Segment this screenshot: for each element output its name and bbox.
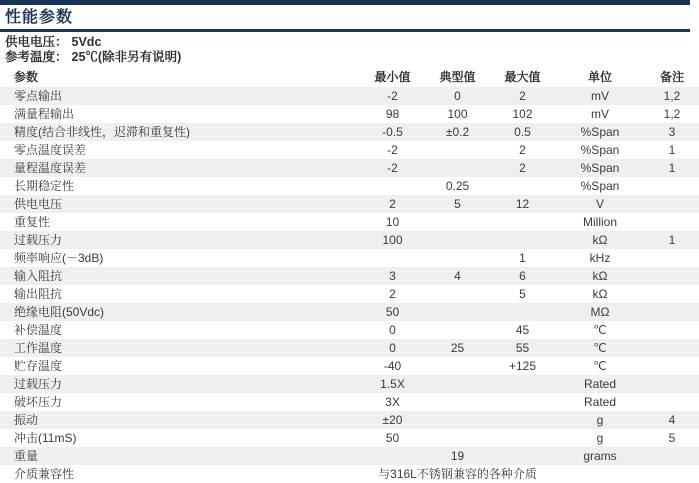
table-row	[0, 141, 699, 159]
cell-param: 破坏压力	[14, 395, 63, 409]
cell-note: 1	[668, 233, 676, 247]
cell-note	[645, 465, 699, 483]
table-row	[0, 123, 699, 141]
cell-note	[645, 285, 699, 303]
cell-note	[645, 267, 699, 285]
supply-voltage-value: 5Vdc	[71, 35, 102, 49]
table-row	[0, 177, 699, 195]
cell-param: 长期稳定性	[14, 179, 75, 193]
cell-max	[490, 213, 555, 231]
header-param: 参数	[14, 70, 39, 84]
cell-note: 5	[668, 431, 676, 445]
cell-param: 供电电压	[14, 197, 63, 211]
cell-note: 4	[668, 413, 676, 427]
table-row	[0, 321, 699, 339]
cell-max: 5	[519, 287, 526, 301]
cell-typ: 0	[454, 89, 461, 103]
cell-min: 2	[389, 287, 396, 301]
cell-min: 98	[385, 107, 400, 121]
cell-max	[490, 177, 555, 195]
cell-unit: %Span	[580, 179, 620, 193]
cell-note	[645, 447, 699, 465]
reference-temp-line	[0, 50, 699, 65]
table-row	[0, 231, 699, 249]
cell-unit: kΩ	[592, 287, 608, 301]
cell-max	[490, 447, 555, 465]
cell-min: 10	[385, 215, 400, 229]
cell-unit: ℃	[593, 323, 607, 337]
cell-unit: Rated	[583, 395, 617, 409]
cell-typ	[425, 159, 490, 177]
cell-max: 1	[519, 251, 526, 265]
cell-note	[645, 393, 699, 411]
cell-param: 输出阻抗	[14, 287, 63, 301]
cell-typ	[425, 393, 490, 411]
cell-max	[490, 393, 555, 411]
cell-note	[645, 213, 699, 231]
cell-unit: Rated	[583, 377, 617, 391]
cell-min: 50	[385, 305, 400, 319]
cell-typ: 19	[450, 449, 465, 463]
supply-voltage-label: 供电电压：	[5, 35, 68, 49]
cell-max: 2	[519, 143, 526, 157]
cell-typ: 0.25	[445, 179, 470, 193]
cell-max	[490, 231, 555, 249]
cell-max: 2	[519, 161, 526, 175]
cell-note: 1	[668, 143, 676, 157]
table-row	[0, 159, 699, 177]
cell-typ	[425, 213, 490, 231]
cell-min	[360, 249, 425, 267]
table-row	[0, 105, 699, 123]
supply-voltage-line	[0, 35, 699, 50]
cell-typ	[425, 429, 490, 447]
cell-max: 0.5	[514, 125, 531, 139]
table-row	[0, 375, 699, 393]
cell-typ: 4	[454, 269, 461, 283]
table-row	[0, 357, 699, 375]
cell-param: 频率响应(－3dB)	[14, 251, 104, 265]
cell-max: 6	[519, 269, 526, 283]
cell-note	[645, 339, 699, 357]
cell-min: ±20	[382, 413, 403, 427]
cell-note	[645, 195, 699, 213]
cell-min: -40	[383, 359, 402, 373]
cell-param: 精度(结合非线性，迟滞和重复性)	[14, 125, 190, 139]
table-row	[0, 285, 699, 303]
cell-note	[645, 375, 699, 393]
cell-unit	[555, 465, 645, 483]
cell-typ	[425, 249, 490, 267]
cell-typ	[425, 321, 490, 339]
cell-min: 1.5X	[380, 377, 405, 391]
table-row	[0, 249, 699, 267]
cell-max: 55	[515, 341, 530, 355]
cell-note	[645, 321, 699, 339]
cell-param: 输入阻抗	[14, 269, 63, 283]
cell-unit: kΩ	[592, 233, 608, 247]
cell-note: 1	[668, 161, 676, 175]
cell-param: 补偿温度	[14, 323, 63, 337]
cell-unit: MΩ	[590, 305, 610, 319]
cell-unit: ℃	[593, 341, 607, 355]
cell-unit: mV	[591, 89, 609, 103]
cell-param: 绝缘电阻(50Vdc)	[14, 305, 105, 319]
header-unit: 单位	[587, 70, 612, 84]
cell-note	[645, 303, 699, 321]
header-min: 最小值	[374, 70, 411, 84]
cell-typ	[425, 285, 490, 303]
title-underline	[0, 29, 690, 32]
cell-note	[645, 177, 699, 195]
table-row	[0, 447, 699, 465]
cell-min	[360, 177, 425, 195]
cell-param: 量程温度误差	[14, 161, 87, 175]
table-row	[0, 393, 699, 411]
spec-table-body	[0, 87, 699, 483]
table-row	[0, 429, 699, 447]
cell-param: 介质兼容性	[14, 467, 75, 481]
cell-unit: ℃	[593, 359, 607, 373]
cell-min: -2	[387, 161, 398, 175]
cell-note: 1,2	[663, 107, 681, 121]
cell-param: 工作温度	[14, 341, 63, 355]
cell-min: -2	[387, 89, 398, 103]
table-row	[0, 465, 699, 483]
cell-param: 过载压力	[14, 233, 63, 247]
cell-typ: 5	[454, 197, 461, 211]
cell-unit: Million	[582, 215, 617, 229]
cell-span-value: 与316L不锈钢兼容的各种介质	[378, 467, 537, 481]
cell-min: 100	[382, 233, 403, 247]
cell-unit: kΩ	[592, 269, 608, 283]
cell-min: 3X	[385, 395, 400, 409]
cell-max: +125	[508, 359, 537, 373]
cell-unit: %Span	[580, 161, 620, 175]
cell-unit: V	[595, 197, 604, 211]
table-row	[0, 339, 699, 357]
cell-note	[645, 357, 699, 375]
cell-param: 冲击(11mS)	[14, 431, 77, 445]
cell-typ: ±0.2	[445, 125, 470, 139]
cell-param: 贮存温度	[14, 359, 63, 373]
cell-max	[490, 375, 555, 393]
reference-temp-value: 25℃(除非另有说明)	[71, 50, 182, 64]
cell-min: -2	[387, 143, 398, 157]
header-max: 最大值	[504, 70, 541, 84]
cell-typ	[425, 303, 490, 321]
cell-param: 重复性	[14, 215, 51, 229]
cell-unit: g	[596, 431, 604, 445]
header-note: 备注	[659, 70, 684, 84]
cell-note: 3	[668, 125, 676, 139]
cell-unit: grams	[583, 449, 617, 463]
cell-typ	[425, 231, 490, 249]
cell-param: 重量	[14, 449, 39, 463]
cell-max	[490, 411, 555, 429]
cell-min: 2	[389, 197, 396, 211]
cell-min: 0	[389, 323, 396, 337]
cell-param: 零点温度误差	[14, 143, 87, 157]
cell-max: 2	[519, 89, 526, 103]
cell-min: -0.5	[382, 125, 403, 139]
cell-typ: 25	[450, 341, 465, 355]
cell-min: 0	[389, 341, 396, 355]
cell-param: 零点输出	[14, 89, 63, 103]
page-title: 性能参数	[5, 9, 74, 26]
cell-unit: kHz	[589, 251, 611, 265]
cell-typ	[425, 357, 490, 375]
cell-param: 振动	[14, 413, 39, 427]
cell-unit: mV	[591, 107, 609, 121]
cell-typ	[425, 411, 490, 429]
cell-max	[490, 303, 555, 321]
header-typ: 典型值	[439, 70, 476, 84]
table-row	[0, 87, 699, 105]
cell-min	[360, 447, 425, 465]
table-row	[0, 213, 699, 231]
cell-param: 满量程输出	[14, 107, 75, 121]
cell-unit: %Span	[580, 143, 620, 157]
cell-min: 3	[389, 269, 396, 283]
table-header-row	[0, 68, 699, 87]
cell-note: 1,2	[663, 89, 681, 103]
table-row	[0, 411, 699, 429]
cell-typ: 100	[447, 107, 468, 121]
cell-unit: %Span	[580, 125, 620, 139]
cell-max: 45	[515, 323, 530, 337]
cell-max	[490, 429, 555, 447]
cell-min: 50	[385, 431, 400, 445]
cell-typ	[425, 141, 490, 159]
table-row	[0, 267, 699, 285]
cell-note	[645, 249, 699, 267]
cell-typ	[425, 375, 490, 393]
cell-max: 102	[512, 107, 533, 121]
table-row	[0, 195, 699, 213]
cell-unit: g	[596, 413, 604, 427]
table-row	[0, 303, 699, 321]
cell-param: 过载压力	[14, 377, 63, 391]
spec-table	[0, 68, 699, 483]
reference-temp-label: 参考温度：	[5, 50, 68, 64]
cell-max: 12	[515, 197, 530, 211]
